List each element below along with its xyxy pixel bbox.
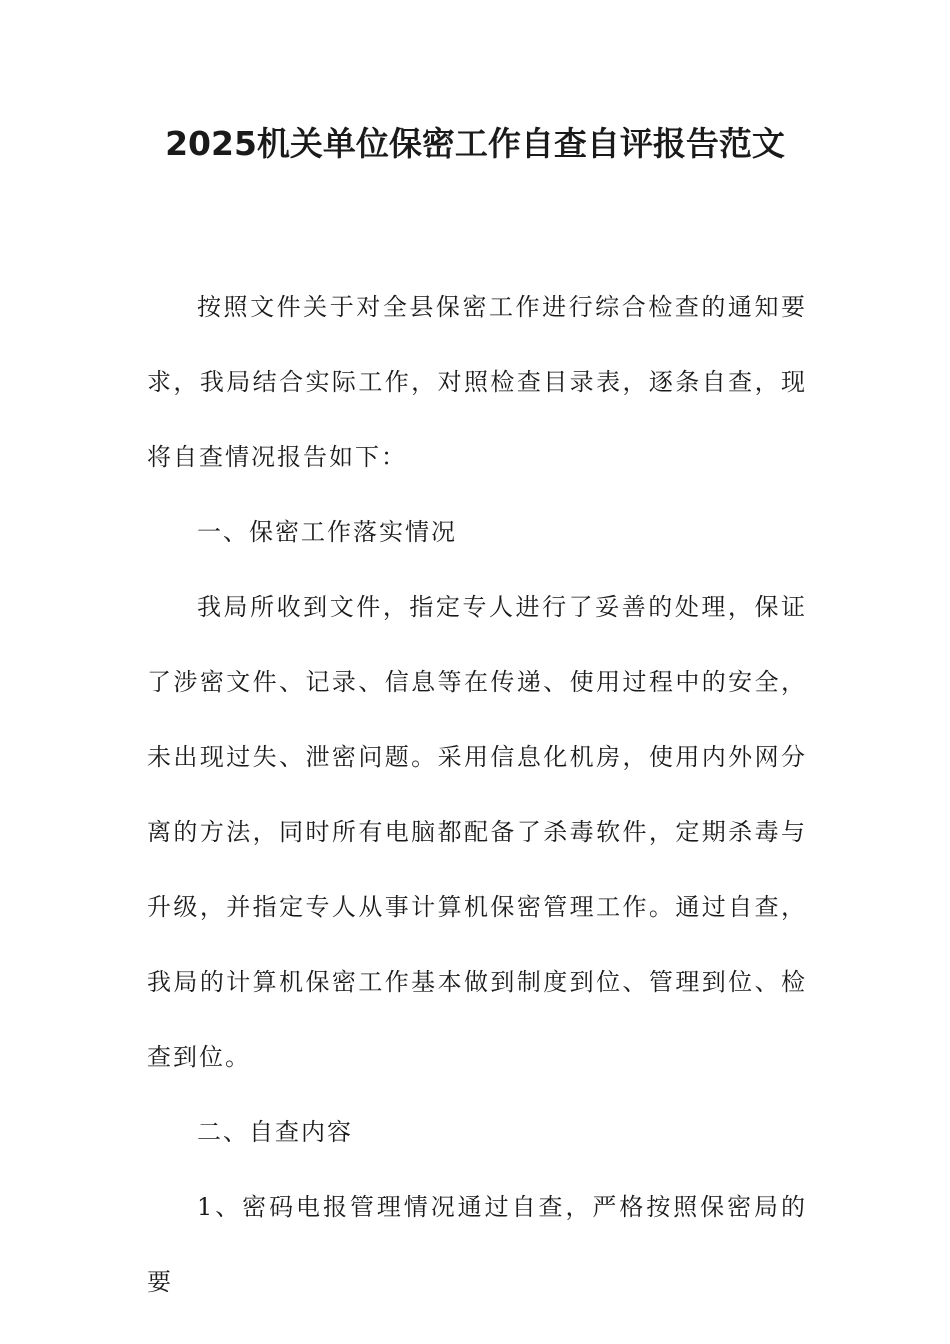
section-heading-implementation: 一、保密工作落实情况 (197, 518, 457, 546)
implementation-paragraph: 我局所收到文件，指定专人进行了妥善的处理，保证了涉密文件、记录、信息等在传递、使用过程中的安全，未出现过失、泄密问题。采用信息化机房，使用内外网分离的方法，同时所有电脑都配备了杀毒软件，定期杀毒与升级，并指定专人从事计算机保密管理工作。通过自查，我局的计算机保密工作基本做到制度到位、管理到位、检查到位。 (147, 593, 807, 1071)
document-body (147, 270, 807, 1320)
intro-paragraph: 按照文件关于对全县保密工作进行综合检查的通知要求，我局结合实际工作，对照检查目录表，逐条自查，现将自查情况报告如下： (147, 293, 807, 471)
section-heading-self-check: 二、自查内容 (197, 1118, 353, 1146)
document-title: 2025机关单位保密工作自查自评报告范文 (165, 124, 785, 163)
self-check-item-1: 1、密码电报管理情况通过自查，严格按照保密局的要 (147, 1193, 807, 1296)
